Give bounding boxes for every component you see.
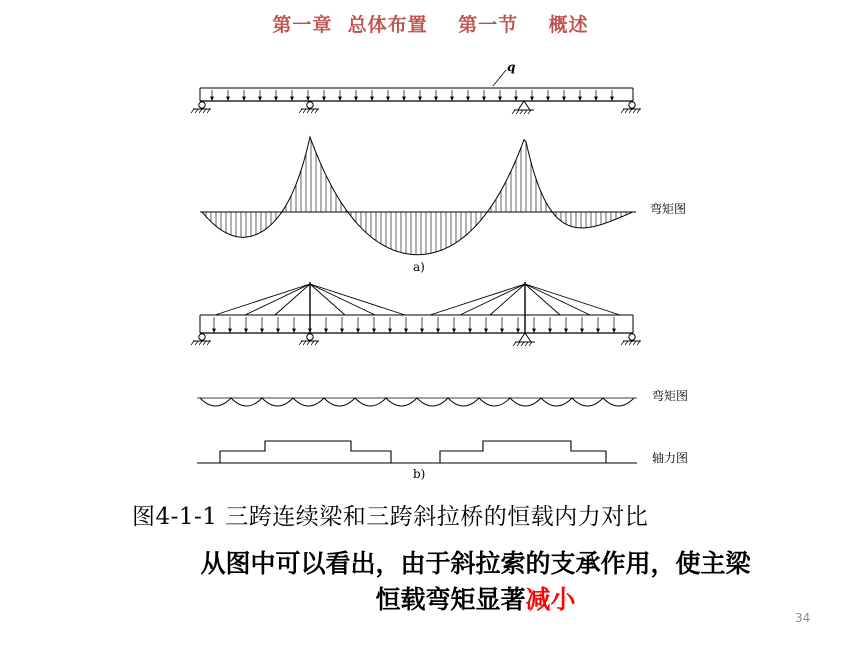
summary-line-2 bbox=[0, 582, 861, 618]
cable-stayed-diagram bbox=[200, 282, 633, 333]
continuous-beam-diagram bbox=[200, 70, 633, 101]
moment-diagram-a bbox=[200, 137, 636, 255]
summary-line-2-text: 恒载弯矩显著 bbox=[375, 585, 526, 614]
moment-label-b: 弯矩图 bbox=[652, 389, 689, 403]
supports-b bbox=[191, 333, 641, 346]
slide-title: 第一章 总体布置 第一节 概述 bbox=[272, 14, 589, 36]
figure-caption: 图4-1-1 三跨连续梁和三跨斜拉桥的恒载内力对比 bbox=[132, 504, 649, 530]
supports-a bbox=[191, 101, 641, 114]
page-number: 34 bbox=[795, 611, 811, 625]
moment-label-a: 弯矩图 bbox=[650, 202, 687, 216]
axial-label-b: 轴力图 bbox=[652, 451, 689, 465]
axial-diagram-b bbox=[197, 441, 637, 463]
summary-text bbox=[0, 546, 861, 618]
moment-diagram-b bbox=[197, 398, 637, 406]
summary-line-1: 从图中可以看出，由于斜拉索的支承作用，使主梁 bbox=[200, 549, 751, 578]
subfigure-label-b: b) bbox=[413, 467, 426, 481]
subfigure-label-a: a) bbox=[413, 260, 425, 274]
summary-highlight: 减小 bbox=[525, 585, 576, 614]
load-label: q bbox=[507, 60, 516, 74]
